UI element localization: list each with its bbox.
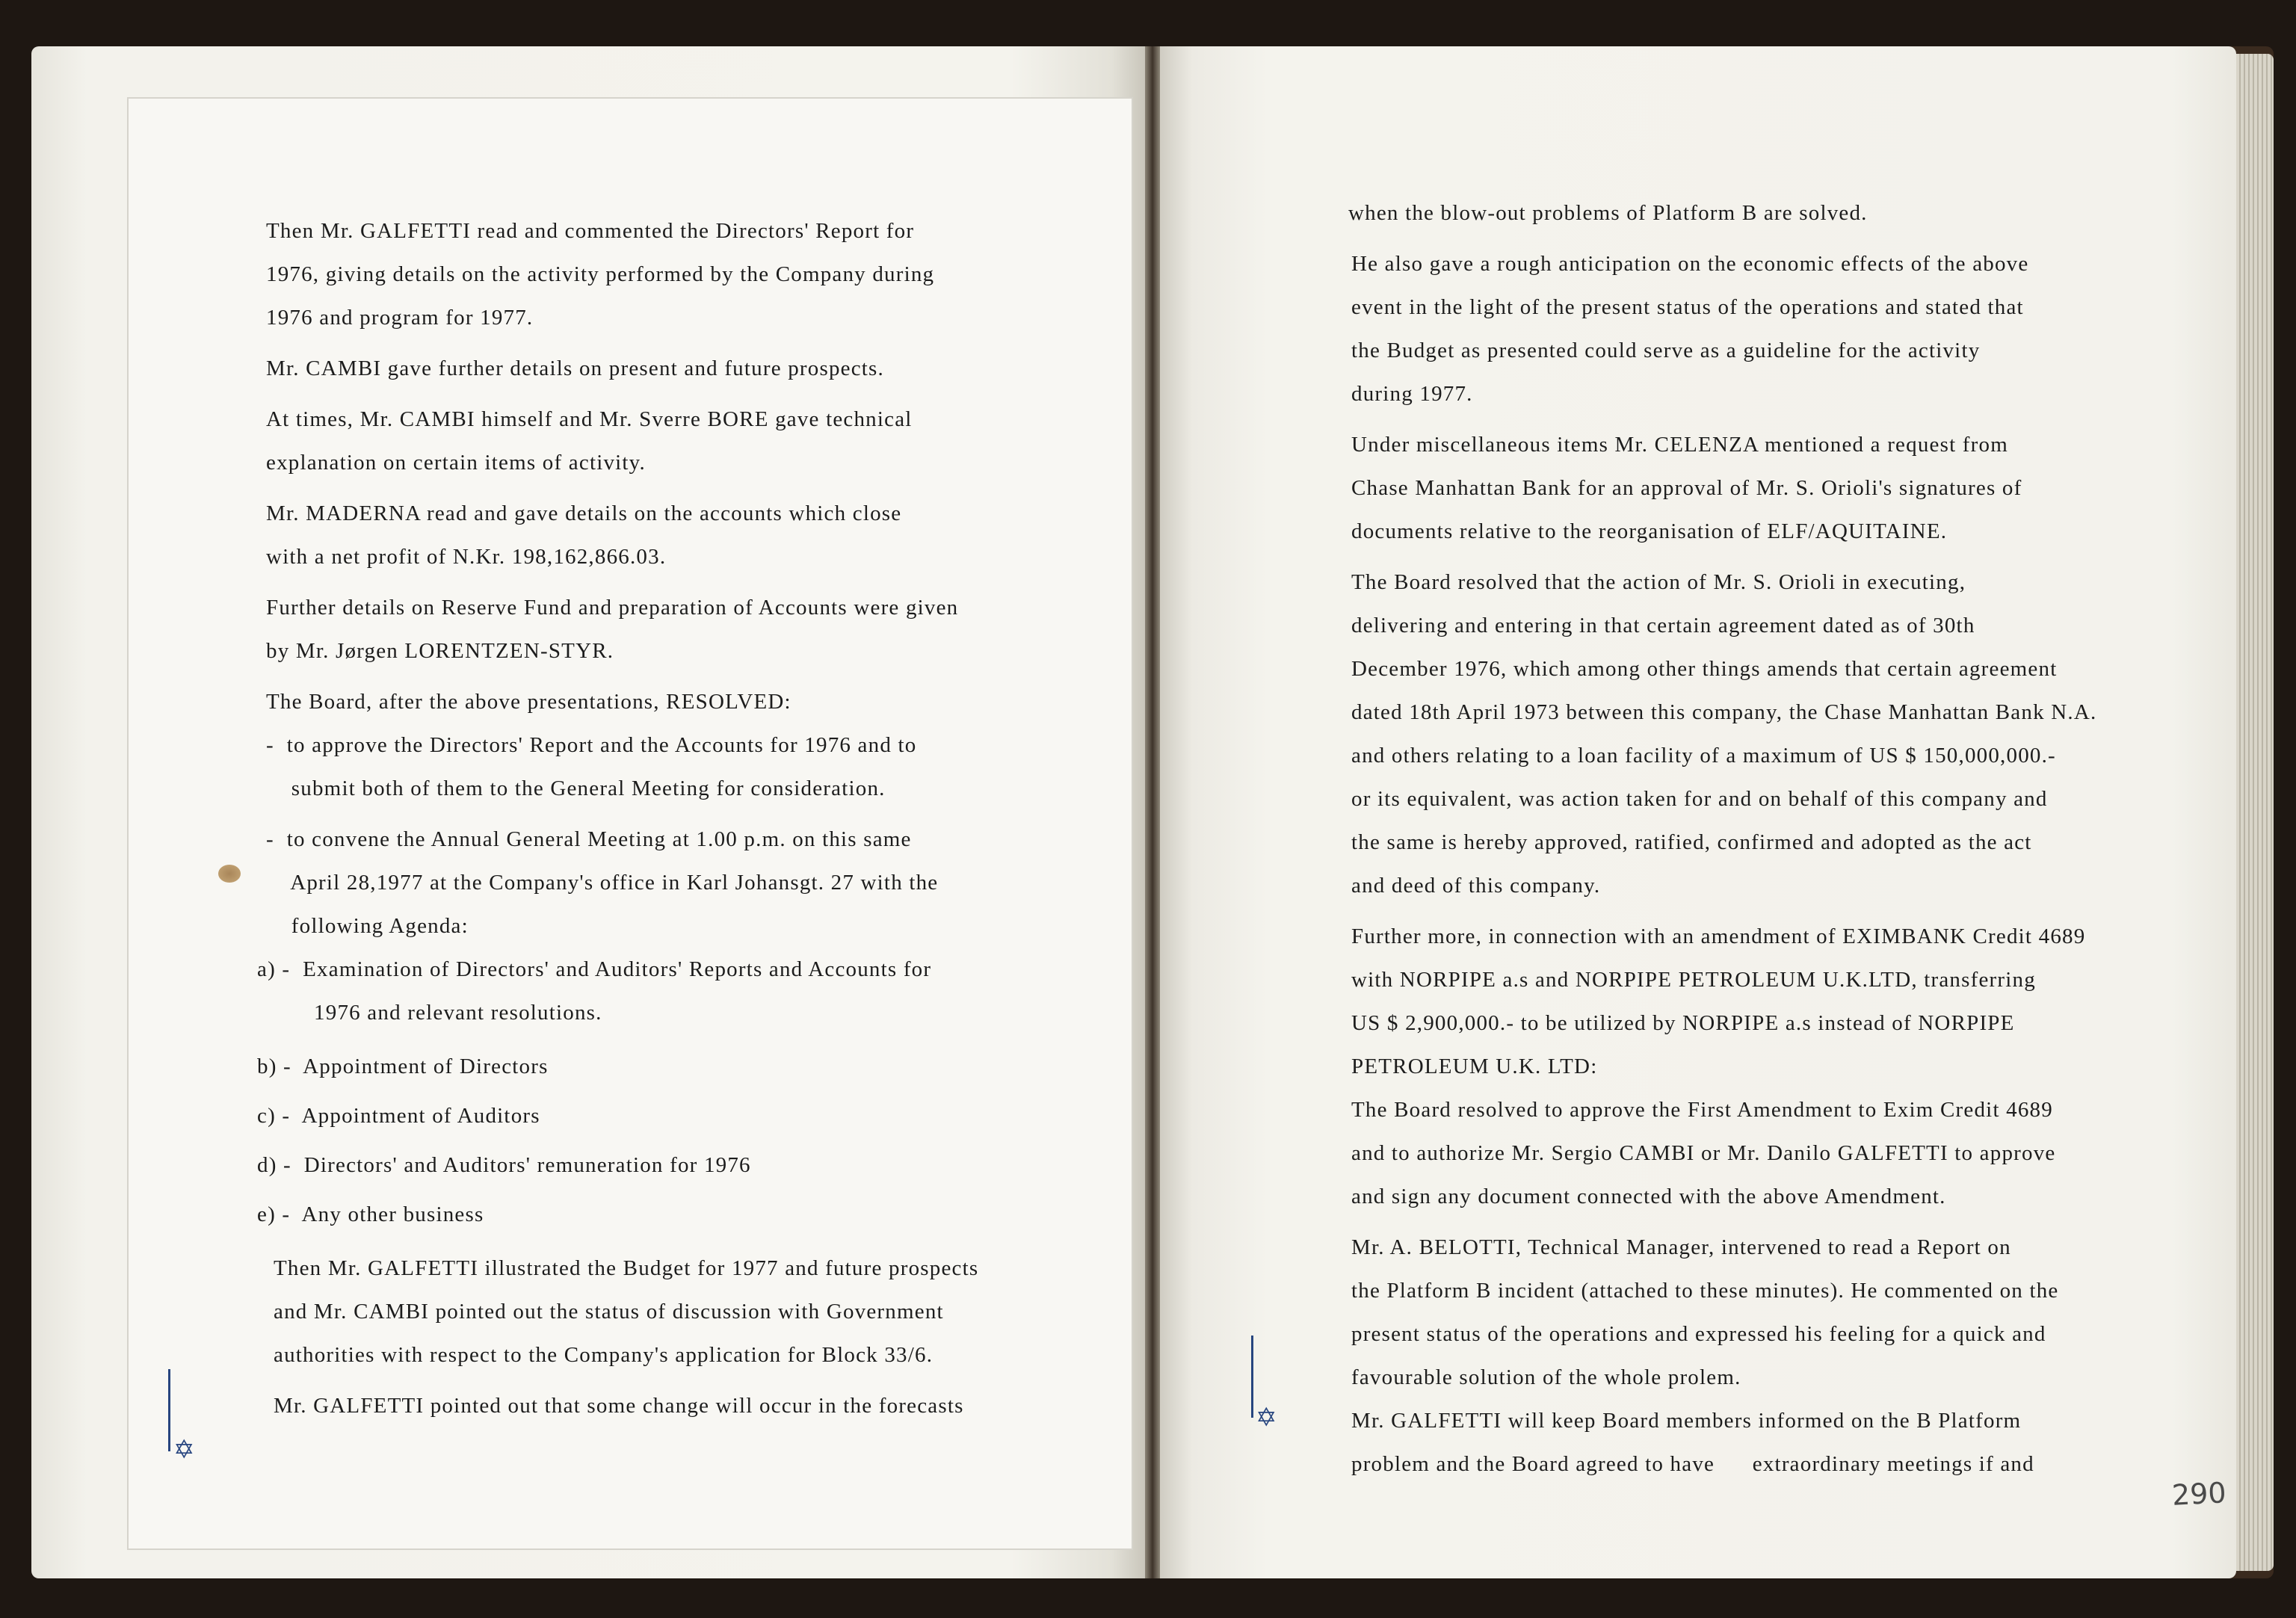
agenda-item-e (257, 1190, 978, 1239)
text-line: - to convene the Annual General Meeting at 1.00 p.m. on this same (266, 827, 912, 851)
paragraph-belotti-report (1351, 1226, 2096, 1486)
paragraph-economic-effects (1351, 242, 2096, 416)
book-gutter (1145, 46, 1160, 1578)
text-line: Then Mr. GALFETTI illustrated the Budget for 1977 and future prospects (274, 1256, 979, 1280)
text-line: Mr. MADERNA read and gave details on the accounts which close (266, 501, 902, 525)
text-line: during 1977. (1351, 382, 1473, 406)
text-line: dated 18th April 1973 between this company, the Chase Manhattan Bank N.A. (1351, 700, 2097, 724)
text-line: He also gave a rough anticipation on the economic effects of the above (1351, 252, 2029, 276)
text-line: and sign any document connected with the above Amendment. (1351, 1185, 1946, 1208)
text-line: Then Mr. GALFETTI read and commented the Directors' Report for (266, 219, 915, 243)
agenda-item-c (257, 1091, 978, 1140)
text-line: December 1976, which among other things amends that certain agreement (1351, 657, 2058, 681)
text-line: 1976 and relevant resolutions. (257, 1001, 602, 1025)
open-ledger-book (31, 46, 2274, 1578)
paper-stain (218, 865, 241, 883)
paragraph-forecasts (274, 1384, 978, 1427)
handwritten-initials: ✡ (1256, 1403, 1277, 1433)
initials-stroke (1251, 1336, 1253, 1418)
paragraph-board-resolved (266, 680, 978, 723)
text-line: and deed of this company. (1351, 874, 1601, 898)
text-line: April 28,1977 at the Company's office in Karl Johansgt. 27 with the (266, 871, 939, 895)
text-line: delivering and entering in that certain agreement dated as of 30th (1351, 614, 1975, 637)
paragraph-miscellaneous (1351, 423, 2096, 553)
text-line: PETROLEUM U.K. LTD: (1351, 1055, 1598, 1078)
text-line: or its equivalent, was action taken for and on behalf of this company and (1351, 787, 2048, 811)
paragraph-cambi-prospects (266, 347, 978, 390)
text-line: and to authorize Mr. Sergio CAMBI or Mr. Danilo GALFETTI to approve (1351, 1141, 2056, 1165)
text-line: d) - Directors' and Auditors' remuneration for 1976 (257, 1153, 751, 1177)
text-line: The Board resolved to approve the First Amendment to Exim Credit 4689 (1351, 1098, 2053, 1122)
text-line: and Mr. CAMBI pointed out the status of discussion with Government (274, 1300, 944, 1324)
page-edges (2236, 54, 2274, 1571)
text-line: The Board, after the above presentations, RESOLVED: (266, 690, 791, 714)
text-line: authorities with respect to the Company's application for Block 33/6. (274, 1343, 933, 1367)
left-page-text (257, 209, 979, 1427)
text-line: Further details on Reserve Fund and preparation of Accounts were given (266, 596, 959, 620)
paragraph-technical-explanation (266, 398, 978, 484)
paragraph-reserve-fund (266, 586, 978, 673)
text-line: b) - Appointment of Directors (257, 1055, 549, 1078)
text-line: c) - Appointment of Auditors (257, 1104, 540, 1128)
text-line: 1976 and program for 1977. (266, 306, 534, 330)
text-line: Mr. CAMBI gave further details on present and future prospects. (266, 356, 884, 380)
text-line: event in the light of the present status of the operations and stated that (1351, 295, 2024, 319)
handwritten-initials: ✡ (173, 1435, 195, 1465)
text-line: Mr. GALFETTI will keep Board members informed on the B Platform (1351, 1409, 2022, 1433)
text-line: e) - Any other business (257, 1202, 484, 1226)
initials-stroke (168, 1369, 170, 1451)
text-line: Mr. A. BELOTTI, Technical Manager, intervened to read a Report on (1351, 1235, 2011, 1259)
paragraph-orioli-resolution (1351, 561, 2096, 907)
paragraph-budget (274, 1247, 978, 1377)
text-line: when the blow-out problems of Platform B are solved. (1348, 201, 1868, 225)
paragraph-accounts (266, 492, 978, 578)
text-line: Under miscellaneous items Mr. CELENZA mentioned a request from (1351, 433, 2008, 457)
text-line: the same is hereby approved, ratified, confirmed and adopted as the act (1351, 830, 2032, 854)
left-page (31, 46, 1145, 1578)
text-line: Chase Manhattan Bank for an approval of Mr. S. Orioli's signatures of (1351, 476, 2022, 500)
text-line: favourable solution of the whole prolem. (1351, 1365, 1741, 1389)
text-line: submit both of them to the General Meeting for consideration. (266, 776, 886, 800)
text-line: documents relative to the reorganisation of ELF/AQUITAINE. (1351, 519, 1948, 543)
text-line: US $ 2,900,000.- to be utilized by NORPIPE a.s instead of NORPIPE (1351, 1011, 2015, 1035)
text-line: following Agenda: (266, 914, 469, 938)
text-line: the Platform B incident (attached to these minutes). He commented on the (1351, 1279, 2059, 1303)
agenda-item-a (257, 948, 978, 1034)
right-page (1160, 46, 2236, 1578)
text-line: a) - Examination of Directors' and Auditors' Reports and Accounts for (257, 957, 932, 981)
text-line: - to approve the Directors' Report and the Accounts for 1976 and to (266, 733, 917, 757)
text-line: At times, Mr. CAMBI himself and Mr. Sverre BORE gave technical (266, 407, 913, 431)
agenda-list (257, 948, 978, 1239)
text-line: the Budget as presented could serve as a guideline for the activity (1351, 339, 1981, 362)
paragraph-directors-report (266, 209, 978, 339)
paragraph-eximbank (1351, 915, 2096, 1218)
text-line: with NORPIPE a.s and NORPIPE PETROLEUM U.K.LTD, transferring (1351, 968, 2036, 992)
agenda-item-d (257, 1140, 978, 1190)
text-line: explanation on certain items of activity. (266, 451, 646, 475)
text-line: with a net profit of N.Kr. 198,162,866.03. (266, 545, 667, 569)
text-line: present status of the operations and expressed his feeling for a quick and (1351, 1322, 2046, 1346)
text-line: Further more, in connection with an amendment of EXIMBANK Credit 4689 (1351, 924, 2086, 948)
text-line: by Mr. Jørgen LORENTZEN-STYR. (266, 639, 614, 663)
text-line: Mr. GALFETTI pointed out that some change will occur in the forecasts (274, 1394, 964, 1418)
agenda-item-b (257, 1042, 978, 1091)
resolution-approve-report (266, 723, 978, 810)
text-line: The Board resolved that the action of Mr. S. Orioli in executing, (1351, 570, 1966, 594)
text-line: problem and the Board agreed to have extraordinary meetings if and (1351, 1452, 2034, 1476)
text-line: and others relating to a loan facility of a maximum of US $ 150,000,000.- (1351, 744, 2056, 768)
page-number: 290 (2170, 1476, 2227, 1512)
right-page-text (1348, 191, 2097, 1486)
text-line: 1976, giving details on the activity performed by the Company during (266, 262, 935, 286)
paragraph-blow-out (1348, 191, 2096, 235)
resolution-convene-meeting (266, 818, 978, 948)
